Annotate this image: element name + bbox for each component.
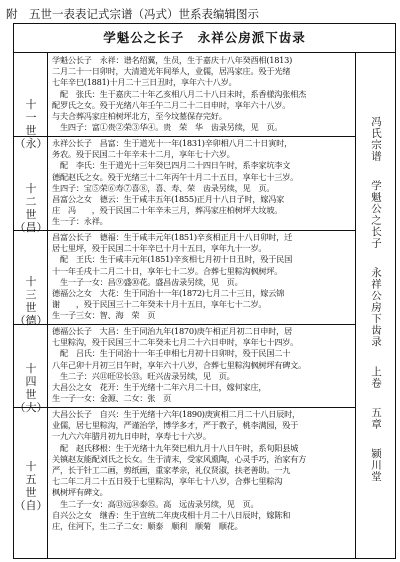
generation-label: 十 三 世 （德） [14,275,48,327]
row-divider [14,324,355,325]
row-divider [14,407,355,408]
generation-entry: 学魁公长子 永祥：谱名绍翼，生员，生于嘉庆十八年癸酉相(1813) 二月二十一日卯时，大清道光年间举人，业儒，居冯家庄。殁于光绪 七年辛巳(1881)十月二十三日丑时，享年六十八岁。 配 张氏：生于嘉庆二十年乙亥相八月二十八日未时，系香様沟张相杰 配罗氏之女。殁于光绪八年壬午二月二十二日申时，享年六十八岁。 与夫合葬冯家庄柏树坪北方，至今坟墓保存完好。 生四子：富①贵②荣③华④。贵 荣 华 齿录另续，见 页。 [52,55,307,133]
generation-entry: 大昌公长子 自兴：生于光绪十六年(1890)庚寅相二月二十八日辰时， 业儒，居七里粽沟，严谨治学，博学多才，严于教子，桃李满园，殁于 一九六六年腊月初九日申时，享寿七十六岁。 配 赵氏移根：生于光绪十九年癸巳相九月十八日午时，系旬阳县城 关镇赵友能配刘氏之长女。生于清末，受家风熏陶，心灵手巧，治家有方 严，长于针工二画，剪纸画，重家孝亲，礼仪贤淑，扶老善助。一九 七二年二月二十五日殁于七里粽沟，享年七十八岁，合葬七里粽沟 枫树坪有碑文。 生二子一女：高⑬远⑭泰⑮。高 远齿录另续，见 页。 自兴公之女 继香：生于宣统二年庚戌相十月二十八日辰时，嫁陈和 庄，住河下，生二子二女：顺泰 顺利 顺菊 顺花。 [52,409,307,532]
generation-entry: 德福公长子 大昌：生于同治九年(1870)庚午相正月初二日申时，居 七里粽沟，殁于民国三十二年癸未七月二十六日申时，享年七十四岁。 配 吕氏：生于同治十一年壬申相七月初十日卯时，殁于民国二十 八年己卯十月初三日午时，享年六十八岁，合葬七里粽沟枫树坪有碑文。 生二子：兴⑪旺⑫长⑬。旺兴齿录另续，见 页。 大昌公之女 花开：生于光绪十二年六月二十日，嫁何家庄， 生一子一女：金源、二女：张 页 [52,326,307,404]
generation-label: 十 五 世 （自） [14,460,48,512]
page-header: 附 五世一表表记式宗谱（冯式）世系表编辑图示 [6,7,259,21]
generation-label: 十 二 世 （昌） [14,182,48,234]
row-divider [14,136,355,137]
genealogy-table [13,23,396,559]
table-title: 学魁公之长子 永祥公房派下齿录 [14,24,395,53]
side-label: 冯氏宗谱学魁公之长子永祥公房下齿录上卷五章颍川堂 [370,116,382,482]
generation-label: 十 四 世 （大） [14,362,48,414]
row-divider [14,230,355,231]
side-column [355,53,395,558]
generation-label: 十 一 世 （永） [14,98,48,150]
generation-entry: 永祥公长子 昌富：生于道光十一年(1831)辛卯相八月二十日寅时， 务农。殁于民国二十年辛未十二月，享年七十六岁。 配 李氏：生于道光十三年癸巳四月二十四日午时，系李家坑李文 德配赵氏之女。殁于光绪三十二年丙午十月二十五日，享年七十三岁。 生四子：宝⑤荣⑥寿⑦喜⑧，喜、寿、荣 齿录另续，见 页。 昌富公之女 德云：生于咸丰五年(1855)正月十八日子时，嫁冯家 庄 冯 ，殁于民国二十年辛未三月，葬冯家庄柏树坪大坟坡。 生一子：永祥。 [52,138,299,227]
generation-entry: 昌富公长子 德福：生于咸丰元年(1851)辛亥相正月十八日卯时，迁 居七里坪，殁于民国二十年辛巳十月十五日，享年九十一岁。 配 王氏：生于咸丰元年(1851)辛亥相七月初十日丑时，殁于民国 十一年壬戌十二月二十日，享年七十二岁。合葬七里粽沟枫树坪。 生一子一女：昌⑨盛⑩花。盛昌齿录另续，见 页。 德福公之女 大花：生于同治十一年(1872)七月二十三日，嫁云锦 谢 ，殁于民国三十二年癸未十月十五日，享年七十二岁。 生一子三女：智、海 荣 页 [52,232,293,321]
